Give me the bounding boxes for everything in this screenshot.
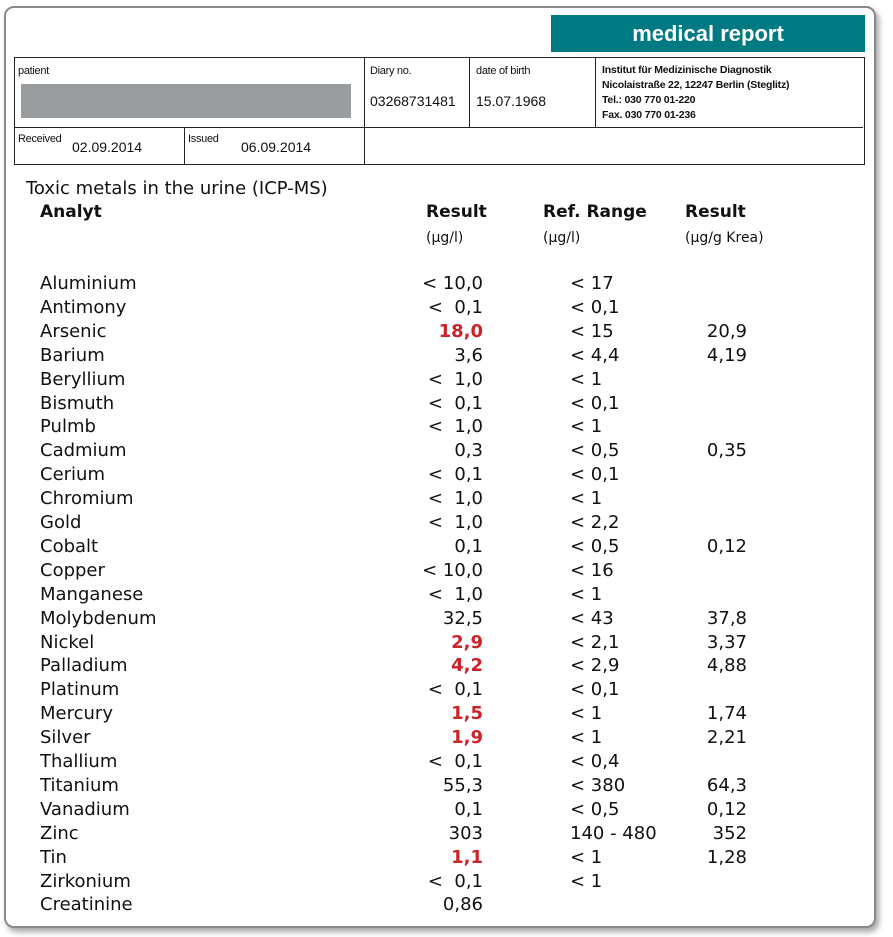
result-value: 0,3 (454, 440, 483, 462)
result-value: < 10,0 (422, 273, 483, 294)
result-value: < 0,1 (427, 870, 483, 892)
result-per-creatinine: 4,88 (706, 655, 747, 677)
analyte-name: Pulmb (40, 416, 96, 438)
analyte-name: Zirkonium (40, 870, 131, 892)
analyte-name: Nickel (40, 631, 95, 653)
result-per-creatinine: 0,35 (706, 440, 747, 462)
table-row (0, 655, 893, 679)
table-row (0, 440, 893, 464)
institute-phone: Tel.: 030 770 01-220 (602, 94, 696, 106)
reference-range: < 0,1 (570, 464, 620, 486)
analyte-name: Cerium (40, 464, 105, 486)
table-row (0, 464, 893, 488)
reference-range: < 1 (570, 368, 603, 390)
table-row (0, 584, 893, 608)
reference-range: < 43 (570, 607, 614, 629)
reference-range: < 17 (570, 273, 614, 294)
result-value: 1,9 (451, 727, 483, 749)
analyte-name: Manganese (40, 583, 144, 605)
report-title-banner: medical report (551, 15, 865, 52)
reference-range: < 1 (570, 416, 603, 438)
column-header-analyt: Analyt (40, 202, 102, 222)
reference-range: < 2,9 (570, 655, 620, 677)
table-row (0, 416, 893, 440)
result-value: 3,6 (454, 344, 483, 366)
analyte-name: Tin (40, 846, 67, 868)
table-row (0, 727, 893, 751)
issued-cell (185, 128, 365, 164)
result-value: < 0,1 (427, 679, 483, 701)
reference-range: < 0,1 (570, 392, 620, 414)
reference-range: < 0,5 (570, 535, 620, 557)
section-title: Toxic metals in the urine (ICP-MS) (26, 178, 328, 199)
table-row (0, 297, 893, 321)
column-header-result: Result (426, 202, 487, 222)
institute-street: Nicolaistraße 22, 12247 Berlin (Steglitz) (602, 79, 790, 91)
analyte-name: Gold (40, 512, 82, 533)
result-per-creatinine: 0,12 (706, 798, 747, 820)
reference-range: < 0,1 (570, 679, 620, 701)
reference-range: < 1 (570, 727, 603, 749)
analyte-name: Beryllium (40, 368, 126, 390)
table-row (0, 560, 893, 584)
reference-range: < 1 (570, 583, 603, 605)
column-header-result-krea: Result (685, 202, 746, 222)
analyte-name: Barium (40, 344, 105, 366)
reference-range: < 1 (570, 870, 603, 892)
diary-label: Diary no. (370, 65, 412, 77)
result-value: < 1,0 (427, 368, 483, 390)
institute-address (602, 63, 789, 123)
analyte-name: Cadmium (40, 440, 127, 462)
table-row (0, 536, 893, 560)
table-row (0, 751, 893, 775)
result-value: 0,1 (454, 535, 483, 557)
result-value: 0,86 (442, 894, 483, 916)
result-value: < 1,0 (427, 488, 483, 510)
result-per-creatinine: 4,19 (706, 344, 747, 366)
result-value: 55,3 (442, 774, 483, 796)
dob-cell (470, 58, 596, 128)
header-table (14, 57, 865, 165)
analyte-name: Molybdenum (40, 607, 157, 629)
result-per-creatinine: 20,9 (706, 320, 747, 342)
result-value: < 0,1 (427, 751, 483, 772)
dob-value: 15.07.1968 (476, 93, 547, 109)
analyte-name: Aluminium (40, 273, 137, 294)
analyte-name: Palladium (40, 655, 128, 677)
result-per-creatinine: 64,3 (706, 774, 747, 796)
result-value: < 1,0 (427, 583, 483, 605)
received-cell (15, 128, 185, 164)
reference-range: < 2,1 (570, 631, 620, 653)
institute-fax: Fax. 030 770 01-236 (602, 109, 696, 121)
result-value: < 1,0 (427, 416, 483, 438)
table-row (0, 488, 893, 512)
analyte-name: Zinc (40, 822, 79, 844)
redacted-patient-name (21, 84, 351, 118)
analyte-name: Vanadium (40, 798, 130, 820)
column-unit-result: (µg/l) (426, 230, 464, 246)
table-row (0, 632, 893, 656)
table-row (0, 369, 893, 393)
analyte-name: Chromium (40, 488, 134, 510)
table-row (0, 273, 893, 297)
analyte-name: Arsenic (40, 320, 107, 342)
result-value: 1,1 (451, 846, 483, 868)
analyte-name: Platinum (40, 679, 120, 701)
column-header-ref-range: Ref. Range (543, 202, 647, 222)
table-row (0, 321, 893, 345)
result-per-creatinine: 1,74 (706, 703, 747, 725)
result-per-creatinine: 37,8 (706, 607, 747, 629)
result-value: < 0,1 (427, 392, 483, 414)
table-row (0, 345, 893, 369)
result-per-creatinine: 0,12 (706, 535, 747, 557)
received-value: 02.09.2014 (72, 139, 143, 155)
diary-cell (365, 58, 470, 128)
reference-range: < 0,4 (570, 751, 620, 772)
analyte-name: Antimony (40, 296, 127, 318)
table-row (0, 608, 893, 632)
table-row (0, 847, 893, 871)
patient-label: patient (18, 65, 49, 77)
issued-value: 06.09.2014 (241, 139, 312, 155)
reference-range: < 0,5 (570, 440, 620, 462)
table-row (0, 512, 893, 536)
result-value: < 1,0 (427, 512, 483, 533)
reference-range: < 380 (570, 774, 626, 796)
institute-name: Institut für Medizinische Diagnostik (602, 64, 772, 76)
result-per-creatinine: 2,21 (706, 727, 747, 749)
analyte-name: Creatinine (40, 894, 133, 916)
received-label: Received (18, 133, 62, 145)
reference-range: < 1 (570, 846, 603, 868)
column-unit-ref-range: (µg/l) (543, 230, 581, 246)
column-unit-result-krea: (µg/g Krea) (685, 230, 764, 246)
result-value: 4,2 (451, 655, 483, 677)
dob-label: date of birth (476, 65, 531, 77)
table-row (0, 679, 893, 703)
result-per-creatinine: 3,37 (706, 631, 747, 653)
analyte-name: Titanium (40, 774, 119, 796)
result-value: 0,1 (454, 798, 483, 820)
reference-range: < 16 (570, 559, 614, 581)
reference-range: < 15 (570, 320, 614, 342)
analyte-name: Cobalt (40, 535, 99, 557)
table-row (0, 799, 893, 823)
patient-cell (15, 58, 365, 128)
table-row (0, 894, 893, 918)
diary-value: 03268731481 (370, 93, 456, 109)
table-row (0, 703, 893, 727)
result-per-creatinine: 352 (712, 822, 747, 844)
reference-range: < 2,2 (570, 512, 620, 533)
analyte-name: Copper (40, 559, 105, 581)
result-value: 2,9 (451, 631, 483, 653)
reference-range: < 1 (570, 488, 603, 510)
analyte-name: Thallium (40, 751, 118, 772)
result-value: < 0,1 (427, 296, 483, 318)
institute-cell (596, 58, 863, 128)
reference-range: < 0,5 (570, 798, 620, 820)
reference-range: < 1 (570, 703, 603, 725)
table-row (0, 775, 893, 799)
result-value: 32,5 (442, 607, 483, 629)
reference-range: 140 - 480 (570, 822, 657, 844)
analyte-name: Mercury (40, 703, 113, 725)
result-value: < 0,1 (427, 464, 483, 486)
table-row (0, 823, 893, 847)
result-value: < 10,0 (422, 559, 483, 581)
reference-range: < 4,4 (570, 344, 620, 366)
result-value: 1,5 (451, 703, 483, 725)
table-row (0, 871, 893, 895)
analyte-name: Bismuth (40, 392, 115, 414)
result-value: 303 (448, 822, 483, 844)
issued-label: Issued (188, 133, 219, 145)
analyte-name: Silver (40, 727, 91, 749)
result-per-creatinine: 1,28 (706, 846, 747, 868)
result-value: 18,0 (438, 320, 483, 342)
reference-range: < 0,1 (570, 296, 620, 318)
table-row (0, 393, 893, 417)
